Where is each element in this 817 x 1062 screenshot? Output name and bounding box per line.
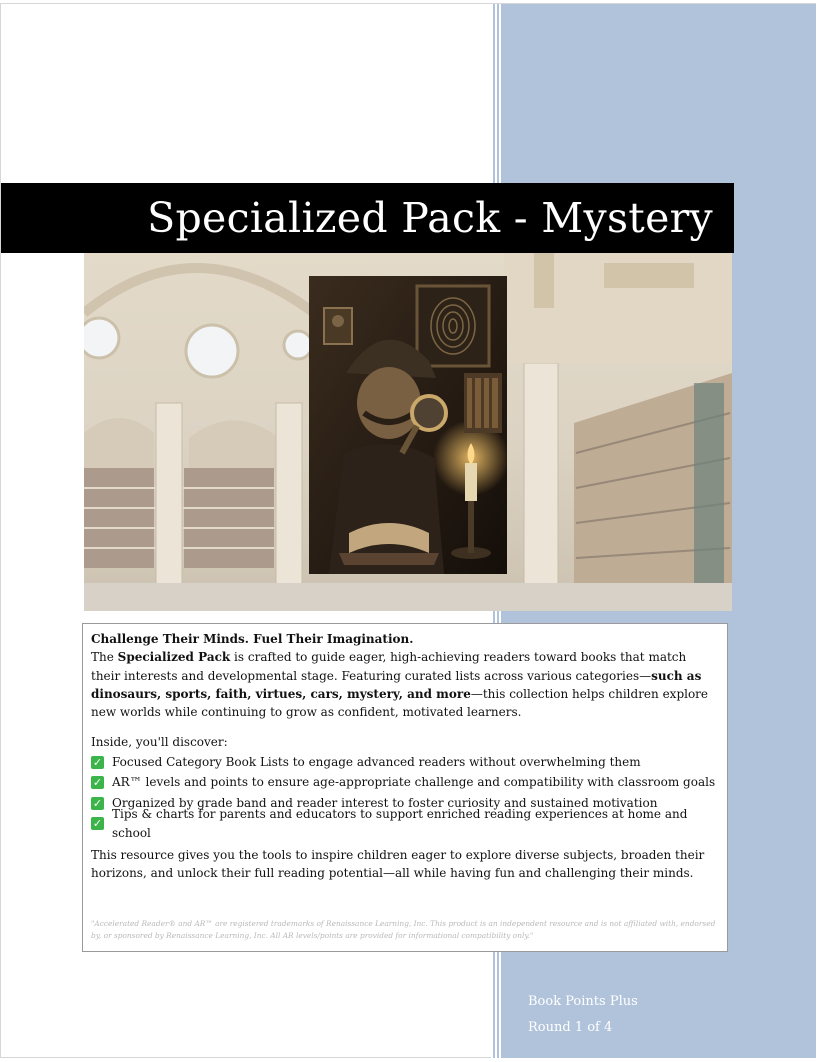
- categories-list: such as dinosaurs, sports, faith, virtues, cars, mystery, and more: [91, 668, 702, 701]
- check-icon: ✓: [92, 817, 103, 831]
- title-banner: [1, 183, 734, 253]
- intro-lead: The: [91, 650, 118, 665]
- hero-image: [84, 253, 732, 611]
- intro-tail: —this collection helps children explore new worlds while continuing to grow as confident, motivated learners.: [91, 686, 709, 720]
- brand-name: Book Points Plus: [528, 994, 638, 1009]
- detective-illustration: [309, 276, 509, 574]
- check-icon: ✓: [92, 776, 103, 790]
- intro-middle: is crafted to guide eager, high-achieving readers toward books that match their interests and developmental stage. Featuring curated lists across various categories—: [91, 650, 687, 683]
- page-title: Specialized Pack - Mystery: [147, 194, 713, 242]
- round-label: Round 1 of 4: [528, 1020, 613, 1035]
- feature-text: Tips & charts for parents and educators to support enriched reading experiences at home and school: [112, 807, 688, 840]
- feature-text: AR™ levels and points to ensure age-appropriate challenge and compatibility with classroom goals: [112, 775, 716, 790]
- list-item: [91, 752, 719, 773]
- inside-label: Inside, you'll discover:: [91, 735, 228, 750]
- check-icon: ✓: [92, 755, 103, 769]
- feature-list: [91, 752, 719, 840]
- headline: Challenge Their Minds. Fuel Their Imagination.: [91, 632, 414, 646]
- feature-text: Organized by grade band and reader interest to foster curiosity and sustained motivation: [112, 795, 658, 810]
- pack-name: Specialized Pack: [117, 650, 231, 665]
- closing-paragraph: This resource gives you the tools to inspire children eager to explore diverse subjects, broaden their horizons, and unlock their full reading potential—all while having fun and challenging their minds.: [91, 847, 705, 881]
- intro-paragraph: [91, 648, 719, 721]
- feature-text: Focused Category Book Lists to engage advanced readers without overwhelming them: [112, 754, 641, 769]
- trademark-disclaimer: "Accelerated Reader® and AR™ are registered trademarks of Renaissance Learning, Inc. This product is an independent resource and is not affiliated with, endorsed by, or sponsored by Renaissance Learning, Inc. All AR levels/points are provided for informational compatibility only.": [91, 919, 716, 940]
- library-background-illustration: [84, 253, 732, 611]
- description-box: [82, 623, 728, 952]
- list-item: [91, 772, 719, 793]
- check-icon: ✓: [92, 796, 103, 810]
- list-item: [91, 807, 719, 840]
